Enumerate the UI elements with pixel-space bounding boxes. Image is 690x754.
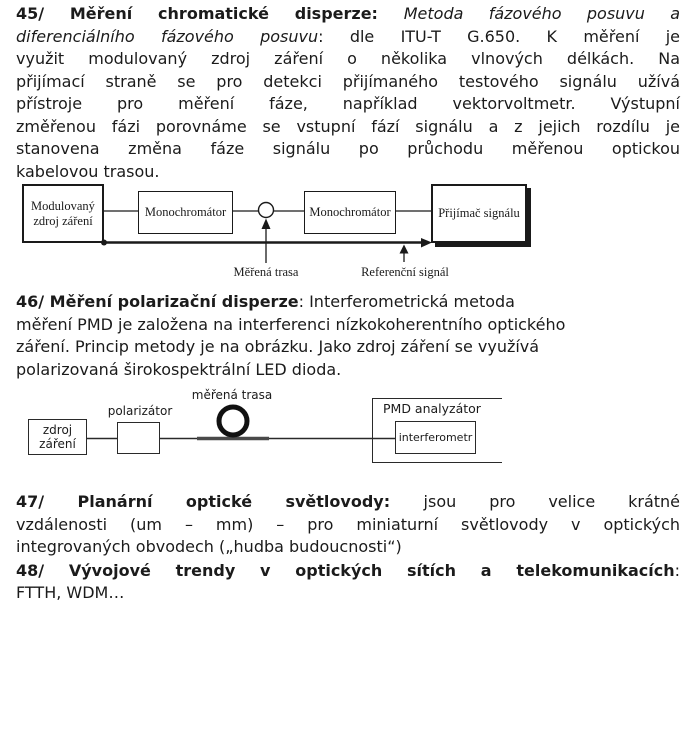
diagram2-box-source bbox=[28, 419, 87, 455]
text-line bbox=[16, 71, 680, 94]
text-line bbox=[16, 26, 680, 49]
text-run: 45/ Měření chromatické disperze: bbox=[16, 4, 404, 23]
text-run: 47/ Planární optické světlovody: bbox=[16, 492, 424, 511]
diagram1-box-modulated-source-label: Modulovaný zdroj záření bbox=[31, 198, 95, 228]
diagram1-label-reference-signal: Referenční signál bbox=[361, 265, 449, 279]
text-line bbox=[16, 336, 680, 359]
text-run: Metoda fázového posuvu a bbox=[403, 4, 681, 23]
text-line bbox=[16, 314, 680, 337]
diagram1-box-monochromator-left-label: Monochromátor bbox=[144, 205, 227, 219]
diagram-chromatic-dispersion bbox=[0, 184, 690, 284]
diagram2-box-interferometer-label: interferometr bbox=[398, 430, 473, 444]
text-line bbox=[16, 161, 680, 184]
diagram1-label-measured-path: Měřená trasa bbox=[233, 265, 299, 279]
text-line bbox=[16, 514, 680, 537]
text-line bbox=[16, 536, 680, 559]
paragraph-46 bbox=[16, 291, 680, 381]
diagram1-box-monochromator-left bbox=[138, 191, 233, 234]
diagram2-label-measured-path: měřená trasa bbox=[191, 388, 273, 402]
text-run: jsou pro velice krátné bbox=[423, 492, 681, 511]
diagram2-box-source-label: zdroj záření bbox=[39, 423, 76, 451]
text-run: změřenou fázi porovnáme se vstupní fází signálu a z jejich rozdílu je bbox=[16, 116, 680, 136]
paragraph-45 bbox=[16, 3, 680, 183]
text-run: využit modulovaný zdroj záření o několika vlnových délkách. Na bbox=[16, 49, 680, 68]
text-run: přijímací straně se pro detekci přijímaného testového signálu užívá bbox=[16, 71, 680, 91]
diagram1-box-monochromator-right-label: Monochromátor bbox=[309, 205, 391, 219]
diagram2-box-polarizer bbox=[117, 422, 160, 454]
fiber-loop-symbol bbox=[259, 203, 274, 218]
text-run: měření PMD je založena na interferenci nízkokoherentního optického bbox=[16, 314, 566, 334]
text-line bbox=[16, 3, 680, 26]
diagram1-box-receiver bbox=[431, 184, 527, 243]
paragraph-47-48-block bbox=[16, 491, 680, 605]
text-run: stanovena změna fáze signálu po průchodu měřenou optickou bbox=[16, 139, 680, 158]
text-line bbox=[16, 291, 680, 314]
text-line bbox=[16, 359, 680, 382]
text-line bbox=[16, 48, 680, 71]
text-run: kabelovou trasou. bbox=[16, 161, 160, 181]
diagram2-label-polarizer: polarizátor bbox=[107, 404, 173, 418]
text-run: : Interferometrická metoda bbox=[298, 292, 515, 311]
text-line bbox=[16, 491, 680, 514]
text-run: přístroje pro měření fáze, například vektorvoltmetr. Výstupní bbox=[16, 94, 680, 113]
text-line bbox=[16, 560, 680, 583]
text-run: : dle ITU-T G.650. K měření je bbox=[318, 26, 681, 46]
text-run: : bbox=[674, 560, 680, 580]
diagram1-box-modulated-source bbox=[22, 184, 104, 243]
paragraph-47 bbox=[16, 491, 680, 559]
text-run: integrovaných obvodech („hudba budoucnosti“) bbox=[16, 537, 402, 556]
arrowhead-up-icon bbox=[262, 219, 271, 230]
diagram2-connectors bbox=[0, 388, 690, 482]
diagram-polarization-dispersion bbox=[0, 388, 690, 482]
text-run: FTTH, WDM… bbox=[16, 583, 125, 602]
text-line bbox=[16, 138, 680, 161]
fiber-coil-symbol bbox=[219, 407, 247, 435]
diagram1-box-monochromator-right bbox=[304, 191, 396, 234]
text-line bbox=[16, 116, 680, 139]
text-run: polarizovaná širokospektrální LED dioda. bbox=[16, 359, 342, 379]
text-run: vzdálenosti (um – mm) – pro miniaturní světlovody v optických bbox=[16, 514, 680, 534]
diagram2-box-interferometer bbox=[395, 421, 476, 454]
text-line bbox=[16, 93, 680, 116]
diagram1-box-receiver-label: Přijímač signálu bbox=[438, 206, 520, 220]
text-line bbox=[16, 582, 680, 605]
arrowhead-up-icon bbox=[400, 245, 409, 254]
text-run: diferenciálního fázového posuvu bbox=[16, 26, 319, 46]
diagram2-pmd-analyzer-title: PMD analyzátor bbox=[383, 401, 481, 416]
paragraph-48 bbox=[16, 560, 680, 605]
text-run: 46/ Měření polarizační disperze bbox=[16, 292, 299, 311]
text-run: 48/ Vývojové trendy v optických sítích a telekomunikacích bbox=[16, 560, 675, 580]
text-run: záření. Princip metody je na obrázku. Jako zdroj záření se využívá bbox=[16, 337, 540, 356]
